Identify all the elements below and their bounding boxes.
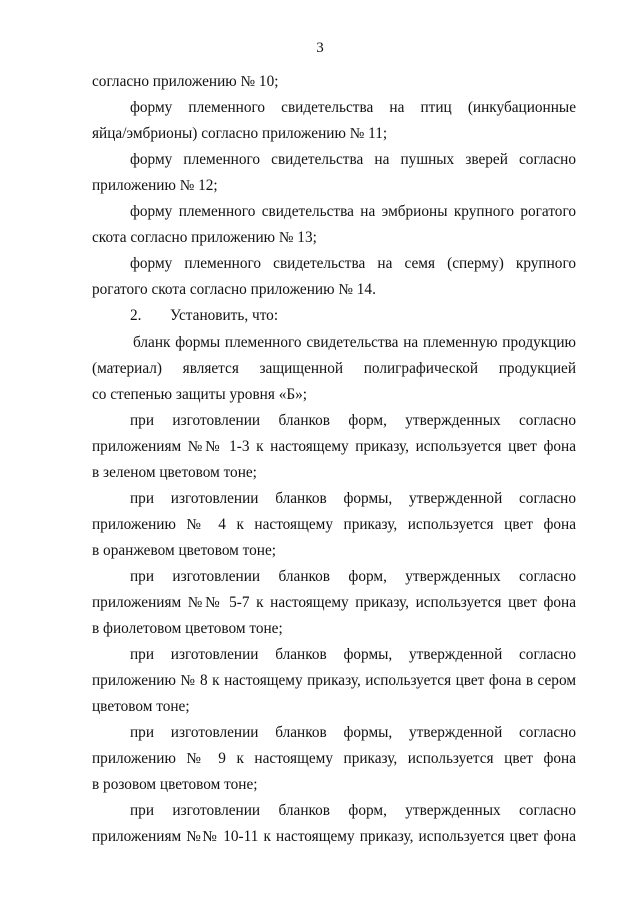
paragraph-line: при изготовлении бланков форм, утвержденных согласно [130, 412, 576, 429]
page-number: 3 [316, 40, 324, 56]
paragraph-line: в фиолетовом цветовом тоне; [92, 620, 283, 637]
paragraph-line: приложениям №№ 5-7 к настоящему приказу, используется цвет фона [92, 594, 576, 611]
paragraph-line: цветовом тоне; [92, 698, 190, 715]
paragraph-line: форму племенного свидетельства на птиц (инкубационные [130, 99, 576, 116]
paragraph-line: в оранжевом цветовом тоне; [92, 542, 277, 559]
paragraph-line: приложению № 9 к настоящему приказу, используется цвет фона [92, 750, 576, 767]
paragraph-line: приложению № 12; [92, 177, 218, 194]
paragraph-line: форму племенного свидетельства на эмбрионы крупного рогатого [130, 203, 576, 220]
paragraph-line: со степенью защиты уровня «Б»; [92, 386, 308, 403]
paragraph-line: приложениям №№ 10-11 к настоящему приказу, используется цвет фона [92, 828, 576, 845]
numbered-item [130, 307, 576, 325]
paragraph-line: в розовом цветовом тоне; [92, 776, 258, 793]
paragraph-line: при изготовлении бланков форм, утвержденных согласно [130, 802, 576, 819]
paragraph-line: форму племенного свидетельства на пушных зверей согласно [130, 151, 576, 168]
paragraph-line: приложениям №№ 1-3 к настоящему приказу, используется цвет фона [92, 438, 576, 455]
paragraph-line: яйца/эмбрионы) согласно приложению № 11; [92, 125, 388, 142]
paragraph-line: при изготовлении бланков формы, утвержденной согласно [130, 646, 576, 663]
item-number: 2. [130, 307, 142, 324]
paragraph-line: Установить, что: [170, 307, 279, 324]
paragraph-line: скота согласно приложению № 13; [92, 229, 317, 246]
paragraph-line: при изготовлении бланков форм, утвержденных согласно [130, 568, 576, 585]
paragraph-line: рогатого скота согласно приложению № 14. [92, 281, 376, 298]
paragraph-line: при изготовлении бланков формы, утвержденной согласно [130, 724, 576, 741]
paragraph-line: бланк формы племенного свидетельства на племенную продукцию [133, 334, 576, 351]
paragraph-line: при изготовлении бланков формы, утвержденной согласно [130, 490, 576, 507]
paragraph-line: в зеленом цветовом тоне; [92, 464, 257, 481]
paragraph-line: согласно приложению № 10; [92, 73, 279, 90]
paragraph-line: (материал) является защищенной полиграфической продукцией [92, 360, 576, 377]
paragraph-line: приложению № 4 к настоящему приказу, используется цвет фона [92, 516, 576, 533]
paragraph-line: форму племенного свидетельства на семя (сперму) крупного [130, 255, 576, 272]
paragraph-line: приложению № 8 к настоящему приказу, используется цвет фона в сером [92, 672, 576, 689]
